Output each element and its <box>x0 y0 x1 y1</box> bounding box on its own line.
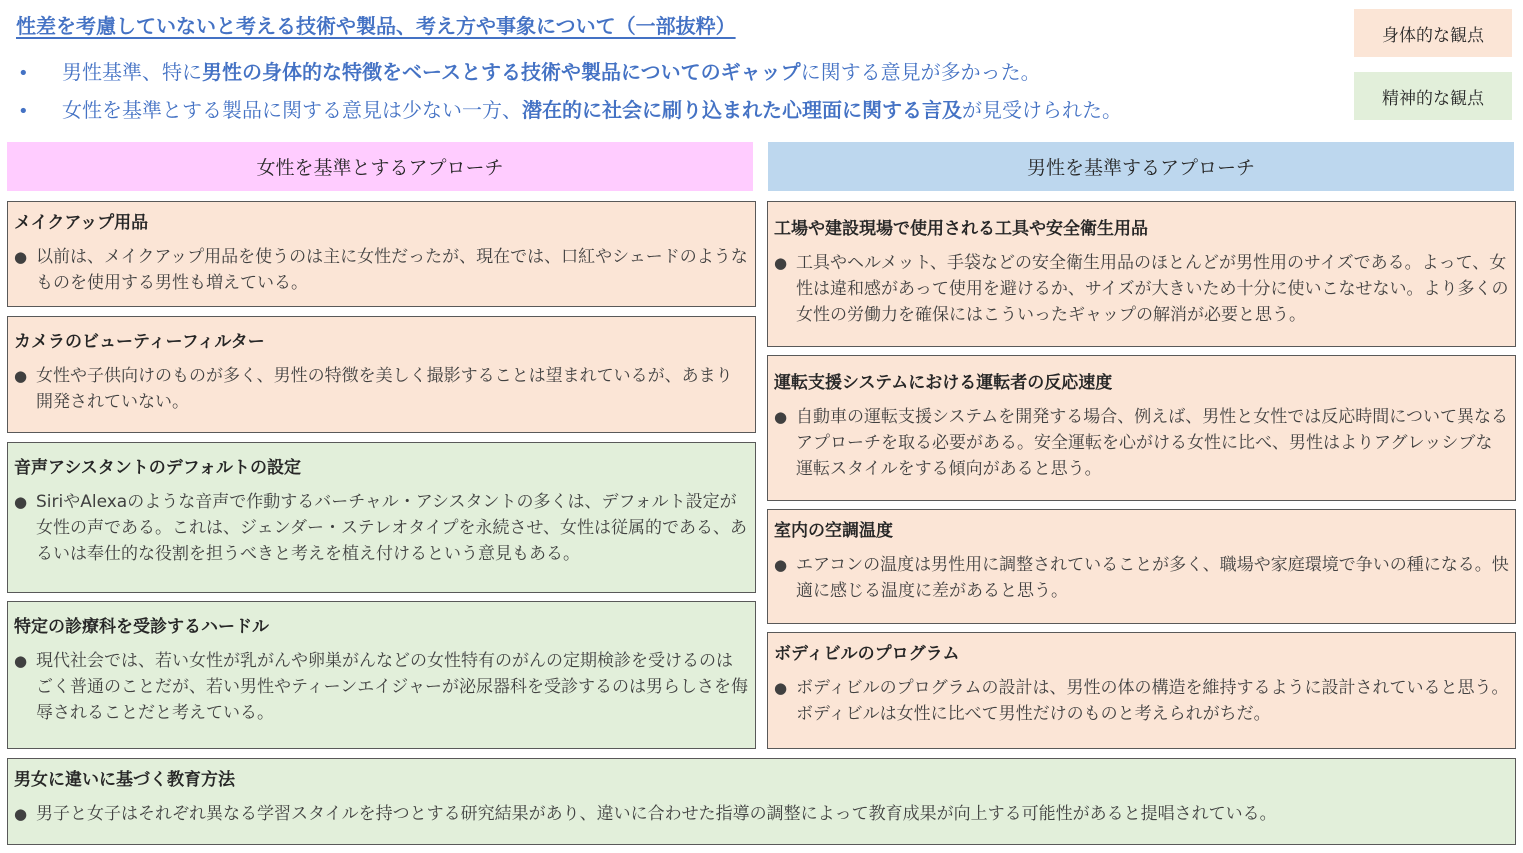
bullet-text-bold: 男性の身体的な特徴をベースとする技術や製品についてのギャップ <box>202 60 801 84</box>
bullet-text-post: が見受けられた。 <box>962 98 1122 122</box>
card-text: エアコンの温度は男性用に調整されていることが多く、職場や家庭環境で争いの種になる。快適に感じる温度に差があると思う。 <box>796 555 1509 601</box>
legend-physical: 身体的な観点 <box>1354 9 1512 57</box>
summary-bullet <box>18 56 1041 85</box>
card-title: 室内の空調温度 <box>774 521 893 541</box>
card-education <box>7 758 1516 845</box>
bullet-text-bold: 潜在的に社会に刷り込まれた心理面に関する言及 <box>522 98 962 122</box>
card-camera-filter <box>7 316 756 433</box>
card-text: 自動車の運転支援システムを開発する場合、例えば、男性と女性では反応時間について異なるアプローチを取る必要がある。安全運転を心がける女性に比べ、男性はよりアグレッシブな運転スタイルをする傾向があると思う。 <box>796 407 1508 479</box>
card-title: 運転支援システムにおける運転者の反応速度 <box>774 373 1113 393</box>
bullet-dot: ● <box>14 367 28 385</box>
card-voice-assistant <box>7 442 756 593</box>
bullet-text-pre: 女性を基準とする製品に関する意見は少ない一方、 <box>62 98 522 122</box>
summary-bullet <box>18 94 1122 123</box>
card-title: 工場や建設現場で使用される工具や安全衛生用品 <box>774 219 1148 239</box>
card-text: 男子と女子はそれぞれ異なる学習スタイルを持つとする研究結果があり、違いに合わせた指導の調整によって教育成果が向上する可能性があると提唱されている。 <box>36 804 1277 824</box>
card-text: ボディビルのプログラムの設計は、男性の体の構造を維持するように設計されていると思う。ボディビルは女性に比べて男性だけのものと考えられがちだ。 <box>796 678 1509 724</box>
male-approach-header: 男性を基準するアプローチ <box>768 142 1514 191</box>
card-title: メイクアップ用品 <box>14 213 149 233</box>
card-title: カメラのビューティーフィルター <box>14 332 265 352</box>
card-text: 現代社会では、若い女性が乳がんや卵巣がんなどの女性特有のがんの定期検診を受けるのはごく普通のことだが、若い男性やティーンエイジャーが泌尿器科を受診するのは男らしさを侮辱されることだと考えている。 <box>36 651 748 723</box>
bullet-dot: ● <box>774 679 788 697</box>
page-title: 性差を考慮していないと考える技術や製品、考え方や事象について（一部抜粋） <box>16 14 736 38</box>
legend-mental: 精神的な観点 <box>1354 72 1512 120</box>
card-text: 女性や子供向けのものが多く、男性の特徴を美しく撮影することは望まれているが、あまり開発されていない。 <box>36 366 733 412</box>
bullet-dot: ● <box>14 493 28 511</box>
female-approach-header: 女性を基準とするアプローチ <box>7 142 753 191</box>
bullet-dot: ● <box>14 652 28 670</box>
bullet-dot: ● <box>774 408 788 426</box>
card-text: 工具やヘルメット、手袋などの安全衛生用品のほとんどが男性用のサイズである。よって、女性は違和感があって使用を避けるか、サイズが大きいため十分に使いこなせない。より多くの女性の労働力を確保にはこういったギャップの解消が必要と思う。 <box>796 253 1509 325</box>
card-title: 音声アシスタントのデフォルトの設定 <box>14 458 301 478</box>
card-text: SiriやAlexaのような音声で作動するバーチャル・アシスタントの多くは、デフォルト設定が女性の声である。これは、ジェンダー・ステレオタイプを永続させ、女性は従属的である、あるいは奉仕的な役割を担うべきと考えを植え付けるという意見もある。 <box>36 492 747 564</box>
bullet-text-post: に関する意見が多かった。 <box>800 60 1041 84</box>
card-text: 以前は、メイクアップ用品を使うのは主に女性だったが、現在では、口紅やシェードのようなものを使用する男性も増えている。 <box>36 247 748 293</box>
bullet-dot: ● <box>14 248 28 266</box>
bullet-dot: • <box>18 101 29 122</box>
bullet-dot: ● <box>14 805 28 823</box>
card-bodybuilding <box>767 632 1516 749</box>
card-title: 特定の診療科を受診するハードル <box>14 617 269 637</box>
card-clinic-hurdle <box>7 601 756 749</box>
card-safety-tools <box>767 201 1516 347</box>
card-title: 男女に違いに基づく教育方法 <box>14 770 235 790</box>
bullet-dot: ● <box>774 556 788 574</box>
bullet-dot: ● <box>774 254 788 272</box>
card-aircon <box>767 509 1516 624</box>
card-makeup <box>7 201 756 307</box>
card-driving-assist <box>767 355 1516 501</box>
card-title: ボディビルのプログラム <box>774 644 960 664</box>
bullet-dot: • <box>18 63 29 84</box>
bullet-text-pre: 男性基準、特に <box>62 60 202 84</box>
